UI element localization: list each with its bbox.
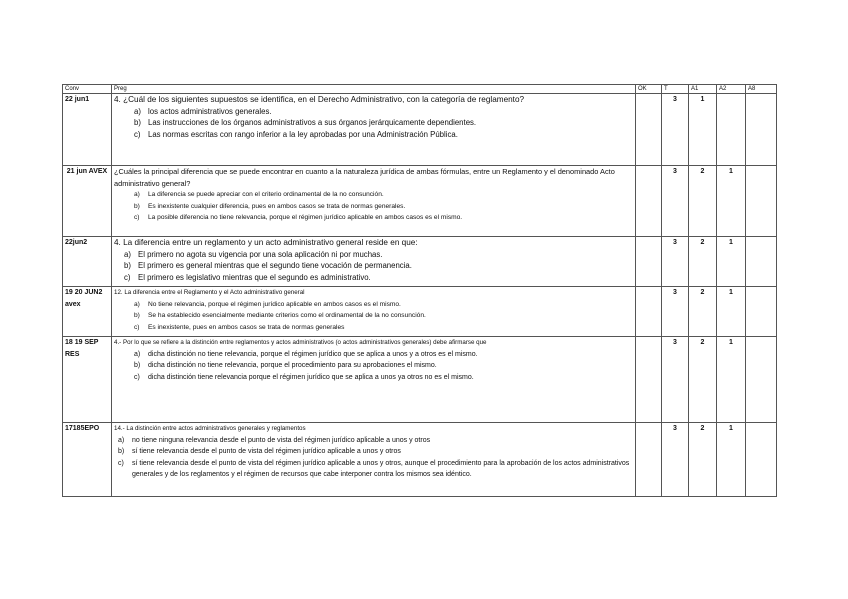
option-item: b) Se ha establecido esencialmente mediante criterios como el ordinamental de la no consunción.: [134, 312, 426, 320]
options-list: [114, 189, 633, 224]
conv-cell: 22jun2: [63, 237, 112, 287]
option-item: b) dicha distinción no tiene relevancia, porque el procedimiento para su aprobaciones el mismo.: [134, 362, 437, 370]
a1-cell: 2: [689, 423, 717, 497]
option-item: c) La posible diferencia no tiene relevancia, porque el régimen jurídico aplicable en ambos casos es el mismo.: [134, 214, 463, 222]
a2-cell: 1: [717, 337, 746, 423]
a8-cell: [746, 237, 777, 287]
conv-cell: 18 19 SEP RES: [63, 337, 112, 423]
conv-cell: 19 20 JUN2 avex: [63, 287, 112, 337]
question-text: 4.- Por lo que se refiere a la distinción entre reglamentos y actos administrativos (o actos administrativos generales) debe afirmarse que: [114, 339, 487, 346]
options-list: [114, 106, 633, 141]
header-a1: A1: [689, 85, 717, 94]
ok-cell: [636, 423, 662, 497]
question-text: 14.- La distinción entre actos administrativos generales y reglamentos: [114, 425, 306, 432]
question-cell: [112, 94, 636, 166]
conv-cell: 17185EPO: [63, 423, 112, 497]
a1-cell: 2: [689, 337, 717, 423]
option-item: b) El primero es general mientras que el segundo tiene vocación de permanencia.: [124, 261, 412, 271]
header-preg: Preg: [112, 85, 636, 94]
question-text: 4. ¿Cuál de los siguientes supuestos se identifica, en el Derecho Administrativo, con la categoría de reglamento?: [114, 95, 525, 104]
question-cell: [112, 423, 636, 497]
a1-cell: 2: [689, 287, 717, 337]
a2-cell: 1: [717, 287, 746, 337]
header-conv: Conv: [63, 85, 112, 94]
option-item: a) No tiene relevancia, porque el régimen jurídico aplicable en ambos casos es el mismo.: [134, 300, 401, 308]
option-item: c) El primero es legislativo mientras que el segundo es administrativo.: [124, 272, 371, 282]
a2-cell: 1: [717, 166, 746, 237]
a1-cell: 1: [689, 94, 717, 166]
option-item: b) sí tiene relevancia desde el punto de vista del régimen jurídico aplicable a unos y otros: [118, 448, 401, 456]
option-item: a) no tiene ninguna relevancia desde el punto de vista del régimen jurídico aplicable a unos y otros: [118, 436, 431, 444]
a1-cell: 2: [689, 237, 717, 287]
option-item: b) Las instrucciones de los órganos administrativos a sus órganos jerárquicamente dependientes.: [134, 118, 477, 128]
question-cell: [112, 337, 636, 423]
question-text: 4. La diferencia entre un reglamento y un acto administrativo general reside en que:: [114, 238, 418, 247]
ok-cell: [636, 337, 662, 423]
option-item: c) dicha distinción tiene relevancia porque el régimen jurídico que se aplica a unos ya otros no es el mismo.: [134, 373, 474, 381]
a1-cell: 2: [689, 166, 717, 237]
table-row: [63, 287, 777, 337]
t-cell: 3: [662, 237, 689, 287]
option-item: c) sí tiene relevancia desde el punto de vista del régimen jurídico aplicable a unos y otros, aunque el procedimiento para la aprobación de los actos administrativos generales y de los reglamentos y el régimen de recursos que cabe interponer contra los mismos sea idéntico.: [118, 459, 630, 479]
a8-cell: [746, 287, 777, 337]
t-cell: 3: [662, 423, 689, 497]
question-text: ¿Cuáles la principal diferencia que se puede encontrar en cuanto a la naturaleza jurídica de ambas fórmulas, entre un Reglamento y el denominado Acto administrativo general?: [114, 167, 615, 188]
table-row: [63, 423, 777, 497]
table-row: [63, 94, 777, 166]
table-row: [63, 237, 777, 287]
option-item: a) La diferencia se puede apreciar con el criterio ordinamental de la no consunción.: [134, 191, 384, 199]
a2-cell: 1: [717, 423, 746, 497]
options-list: [114, 435, 633, 481]
option-item: c) Las normas escritas con rango inferior a la ley aprobadas por una Administración Pública.: [134, 129, 458, 139]
ok-cell: [636, 94, 662, 166]
ok-cell: [636, 237, 662, 287]
option-item: a) dicha distinción no tiene relevancia, porque el régimen jurídico que se aplica a unos y a otros es el mismo.: [134, 350, 478, 358]
a8-cell: [746, 337, 777, 423]
conv-cell: 21 jun AVEX: [63, 166, 112, 237]
table-row: [63, 166, 777, 237]
a8-cell: [746, 94, 777, 166]
conv-cell: 22 jun1: [63, 94, 112, 166]
a2-cell: [717, 94, 746, 166]
header-a2: A2: [717, 85, 746, 94]
a8-cell: [746, 166, 777, 237]
option-item: a) El primero no agota su vigencia por una sola aplicación ni por muchas.: [124, 249, 383, 259]
option-item: a) los actos administrativos generales.: [134, 106, 272, 116]
t-cell: 3: [662, 287, 689, 337]
a8-cell: [746, 423, 777, 497]
a2-cell: 1: [717, 237, 746, 287]
options-list: [114, 299, 633, 334]
table-row: [63, 337, 777, 423]
options-list: [114, 349, 633, 384]
header-ok: OK: [636, 85, 662, 94]
question-cell: [112, 166, 636, 237]
question-text: 12. La diferencia entre el Reglamento y el Acto administrativo general: [114, 289, 305, 296]
option-item: b) Es inexistente cualquier diferencia, pues en ambos casos se trata de normas generales.: [134, 202, 406, 210]
questions-table: [62, 84, 777, 497]
option-item: c) Es inexistente, pues en ambos casos se trata de normas generales: [134, 323, 345, 331]
t-cell: 3: [662, 337, 689, 423]
question-cell: [112, 237, 636, 287]
header-t: T: [662, 85, 689, 94]
t-cell: 3: [662, 166, 689, 237]
question-cell: [112, 287, 636, 337]
options-list: [114, 249, 633, 284]
header-a8: A8: [746, 85, 777, 94]
header-row: [63, 85, 777, 94]
ok-cell: [636, 287, 662, 337]
t-cell: 3: [662, 94, 689, 166]
ok-cell: [636, 166, 662, 237]
